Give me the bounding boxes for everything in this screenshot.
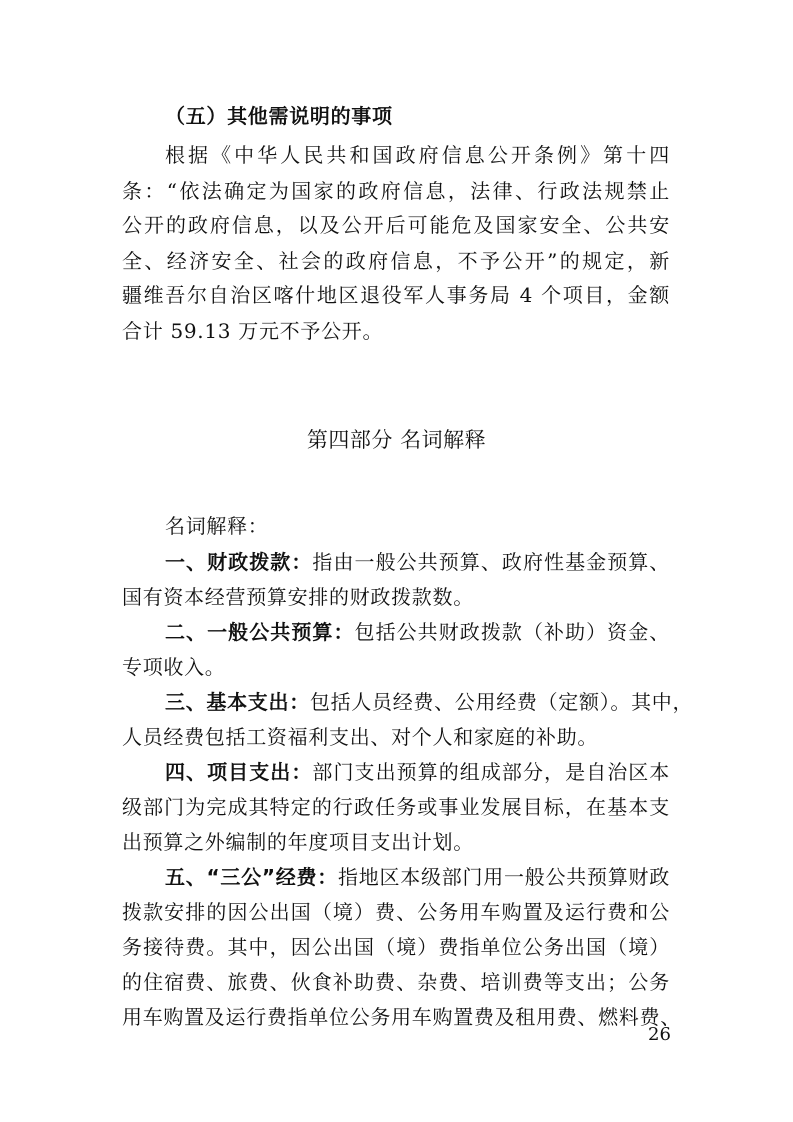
paragraph-line: 条：“依法确定为国家的政府信息，法律、行政法规禁止 bbox=[122, 179, 670, 203]
glossary-definition: 包括人员经费、公用经费（定额）。其中， bbox=[309, 690, 694, 714]
glossary-term: 二、一般公共预算： bbox=[165, 620, 355, 644]
glossary-item bbox=[165, 759, 670, 785]
paragraph-line: 出预算之外编制的年度项目支出计划。 bbox=[122, 830, 474, 854]
paragraph-line: 拨款安排的因公出国（境）费、公务用车购置及运行费和公 bbox=[122, 900, 670, 924]
glossary-intro: 名词解释： bbox=[165, 514, 269, 538]
paragraph-line: 全、经济安全、社会的政府信息，不予公开”的规定，新 bbox=[122, 249, 670, 273]
paragraph-line: 务接待费。其中，因公出国（境）费指单位公务出国（境） bbox=[122, 935, 670, 959]
glossary-item bbox=[165, 619, 670, 645]
paragraph-line: 根据《中华人民共和国政府信息公开条例》第十四 bbox=[165, 143, 670, 167]
paragraph-line: 专项收入。 bbox=[122, 655, 226, 679]
glossary-item bbox=[165, 689, 694, 715]
paragraph-line: 国有资本经营预算安排的财政拨款数。 bbox=[122, 585, 474, 609]
glossary-term: 一、财政拨款： bbox=[165, 550, 313, 574]
glossary-item bbox=[165, 549, 670, 575]
glossary-item bbox=[165, 864, 670, 890]
paragraph-line: 级部门为完成其特定的行政任务或事业发展目标，在基本支 bbox=[122, 795, 670, 819]
paragraph-line: 用车购置及运行费指单位公务用车购置费及租用费、燃料费、 bbox=[122, 1005, 681, 1029]
glossary-term: 四、项目支出： bbox=[165, 760, 313, 784]
paragraph-line: 人员经费包括工资福利支出、对个人和家庭的补助。 bbox=[122, 725, 599, 749]
glossary-term: 五、“三公”经费： bbox=[165, 865, 339, 889]
paragraph-line: 合计 59.13 万元不予公开。 bbox=[122, 319, 384, 343]
paragraph-line: 的住宿费、旅费、伙食补助费、杂费、培训费等支出；公务 bbox=[122, 970, 670, 994]
glossary-definition: 指地区本级部门用一般公共预算财政 bbox=[338, 865, 670, 889]
glossary-definition: 包括公共财政拨款（补助）资金、 bbox=[354, 620, 670, 644]
section-title: （五）其他需说明的事项 bbox=[165, 104, 393, 128]
paragraph-line: 公开的政府信息，以及公开后可能危及国家安全、公共安 bbox=[122, 213, 670, 237]
paragraph-line: 疆维吾尔自治区喀什地区退役军人事务局 4 个项目，金额 bbox=[122, 283, 670, 307]
glossary-definition: 指由一般公共预算、政府性基金预算、 bbox=[312, 550, 671, 574]
glossary-term: 三、基本支出： bbox=[165, 690, 310, 714]
page-number: 26 bbox=[648, 1024, 671, 1045]
part-heading: 第四部分 名词解释 bbox=[306, 428, 487, 452]
glossary-definition: 部门支出预算的组成部分，是自治区本 bbox=[312, 760, 671, 784]
